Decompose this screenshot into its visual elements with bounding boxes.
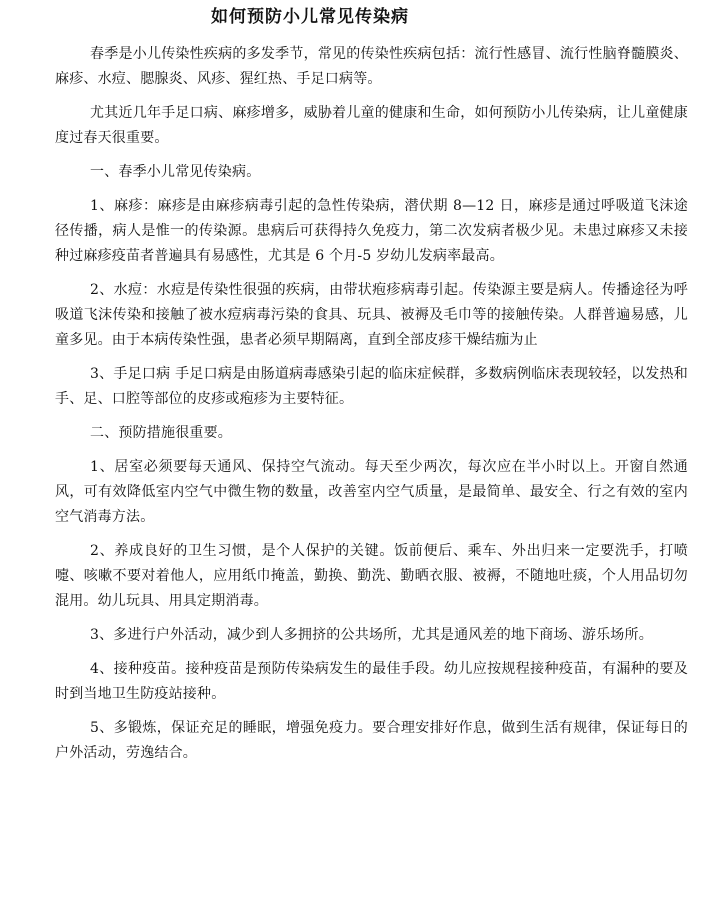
document-body <box>55 42 688 766</box>
prevention-paragraph: 3、多进行户外活动，减少到人多拥挤的公共场所，尤其是通风差的地下商场、游乐场所。 <box>90 627 653 643</box>
disease-paragraph-chickenpox: 2、水痘：水痘是传染性很强的疾病，由带状疱疹病毒引起。传染源主要是病人。传播途径为呼吸道飞沫传染和接触了被水痘病毒污染的食具、玩具、被褥及毛巾等的接触传染。人群普遍易感，儿童多见。由于本病传染性强，患者必须早期隔离，直到全部皮疹干燥结痂为止 <box>55 282 688 348</box>
document-page <box>55 0 688 766</box>
document-title: 如何预防小儿常见传染病 <box>211 7 409 27</box>
prevention-paragraph: 1、居室必须要每天通风、保持空气流动。每天至少两次，每次应在半小时以上。开窗自然通风，可有效降低室内空气中微生物的数量，改善室内空气质量，是最简单、最安全、行之有效的室内空气消毒方法。 <box>55 459 688 525</box>
section-heading: 二、预防措施很重要。 <box>90 425 232 441</box>
intro-paragraph: 春季是小儿传染性疾病的多发季节，常见的传染性疾病包括：流行性感冒、流行性脑脊髓膜炎、麻疹、水痘、腮腺炎、风疹、猩红热、手足口病等。 <box>55 46 688 87</box>
disease-paragraph-hfmd: 3、手足口病 手足口病是由肠道病毒感染引起的临床症候群，多数病例临床表现较轻，以发热和手、足、口腔等部位的皮疹或疱疹为主要特征。 <box>55 366 688 407</box>
prevention-paragraph: 5、多锻炼，保证充足的睡眠，增强免疫力。要合理安排好作息，做到生活有规律，保证每日的户外活动，劳逸结合。 <box>55 720 688 761</box>
disease-paragraph-measles: 1、麻疹：麻疹是由麻疹病毒引起的急性传染病，潜伏期 8—12 日，麻疹是通过呼吸道飞沫途径传播，病人是惟一的传染源。患病后可获得持久免疫力，第二次发病者极少见。未患过麻疹又未接种过麻疹疫苗者普遍具有易感性，尤其是 6 个月-5 岁幼儿发病率最高。 <box>55 198 688 264</box>
prevention-paragraph: 2、养成良好的卫生习惯，是个人保护的关键。饭前便后、乘车、外出归来一定要洗手，打喷嚏、咳嗽不要对着他人，应用纸巾掩盖，勤换、勤洗、勤晒衣服、被褥，不随地吐痰，个人用品切勿混用。幼儿玩具、用具定期消毒。 <box>55 543 688 609</box>
section-heading: 一、春季小儿常见传染病。 <box>90 164 261 180</box>
prevention-paragraph: 4、接种疫苗。接种疫苗是预防传染病发生的最佳手段。幼儿应按规程接种疫苗，有漏种的要及时到当地卫生防疫站接种。 <box>55 661 688 702</box>
intro-paragraph: 尤其近几年手足口病、麻疹增多，威胁着儿童的健康和生命，如何预防小儿传染病，让儿童健康度过春天很重要。 <box>55 105 688 146</box>
